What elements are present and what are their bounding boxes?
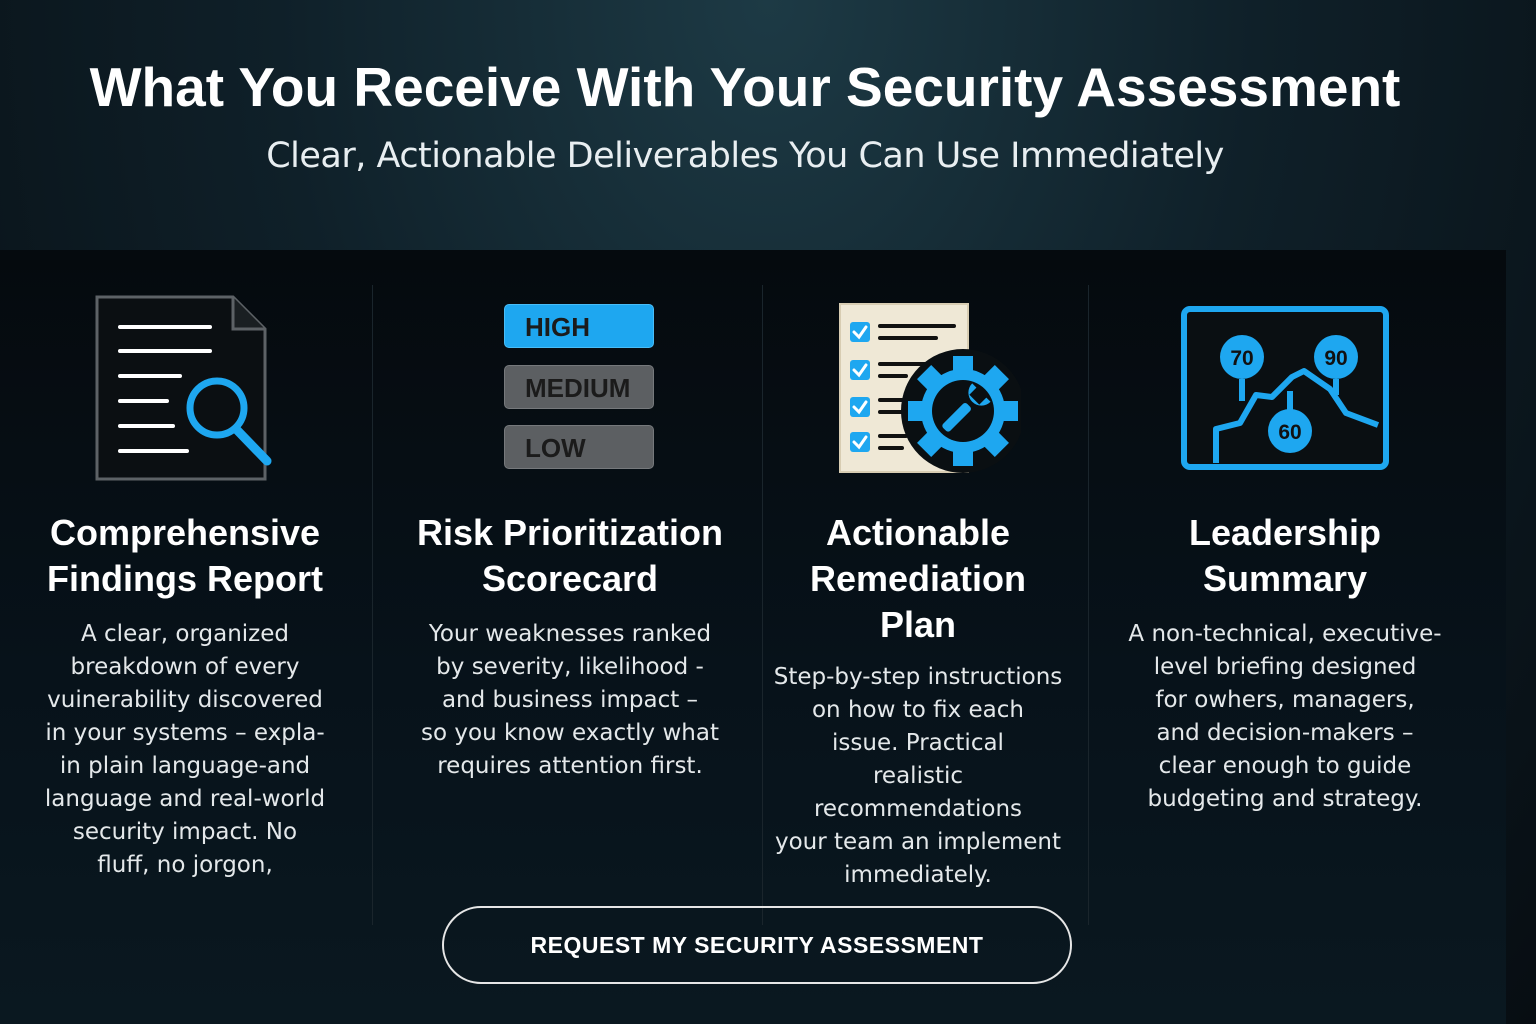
score-label: 70 [1230, 347, 1254, 370]
card-title: Risk Prioritization Scorecard [416, 512, 724, 599]
column-divider [372, 285, 373, 925]
card-title: Comprehensive Findings Report [47, 512, 323, 599]
score-map-icon [1180, 305, 1392, 479]
page-title: What You Receive With Your Security Assessment [89, 56, 1401, 118]
card-leadership-summary [1125, 285, 1445, 905]
card-description: Step-by-step instructions on how to fix each issue. Practical realistic recommendations your team an implement immediately. [773, 664, 1063, 888]
document-search-icon [95, 295, 275, 489]
card-findings-report [30, 285, 340, 905]
card-description: A clear, organized breakdown of every vuinerability discovered in your systems – expla- in plain language-and language and real-world security impact. No fluff, no jorgon, [44, 621, 326, 878]
header [0, 0, 1536, 250]
score-label: 90 [1324, 347, 1348, 370]
risk-level-high: HIGH [504, 304, 654, 348]
checklist-gear-icon [836, 300, 1021, 484]
card-title: Actionable Remediation Plan [809, 512, 1027, 645]
card-description: Your weaknesses ranked by severity, likelihood - and business impact – so you know exactly what requires attention first. [421, 621, 719, 779]
risk-level-low: LOW [504, 425, 654, 469]
card-description: A non-technical, executive- level briefing designed for owhers, managers, and decision-makers – clear enough to guide budgeting and strategy. [1128, 621, 1442, 812]
score-label: 60 [1278, 421, 1302, 444]
card-risk-scorecard [400, 285, 740, 905]
card-remediation-plan [768, 285, 1068, 905]
request-assessment-button[interactable]: REQUEST MY SECURITY ASSESSMENT [442, 906, 1072, 984]
column-divider [1088, 285, 1089, 925]
risk-levels-icon [504, 304, 656, 474]
page-subtitle: Clear, Actionable Deliverables You Can Use Immediately [266, 136, 1224, 176]
risk-level-medium: MEDIUM [504, 365, 654, 409]
card-title: Leadership Summary [1188, 512, 1382, 599]
column-divider [762, 285, 763, 925]
